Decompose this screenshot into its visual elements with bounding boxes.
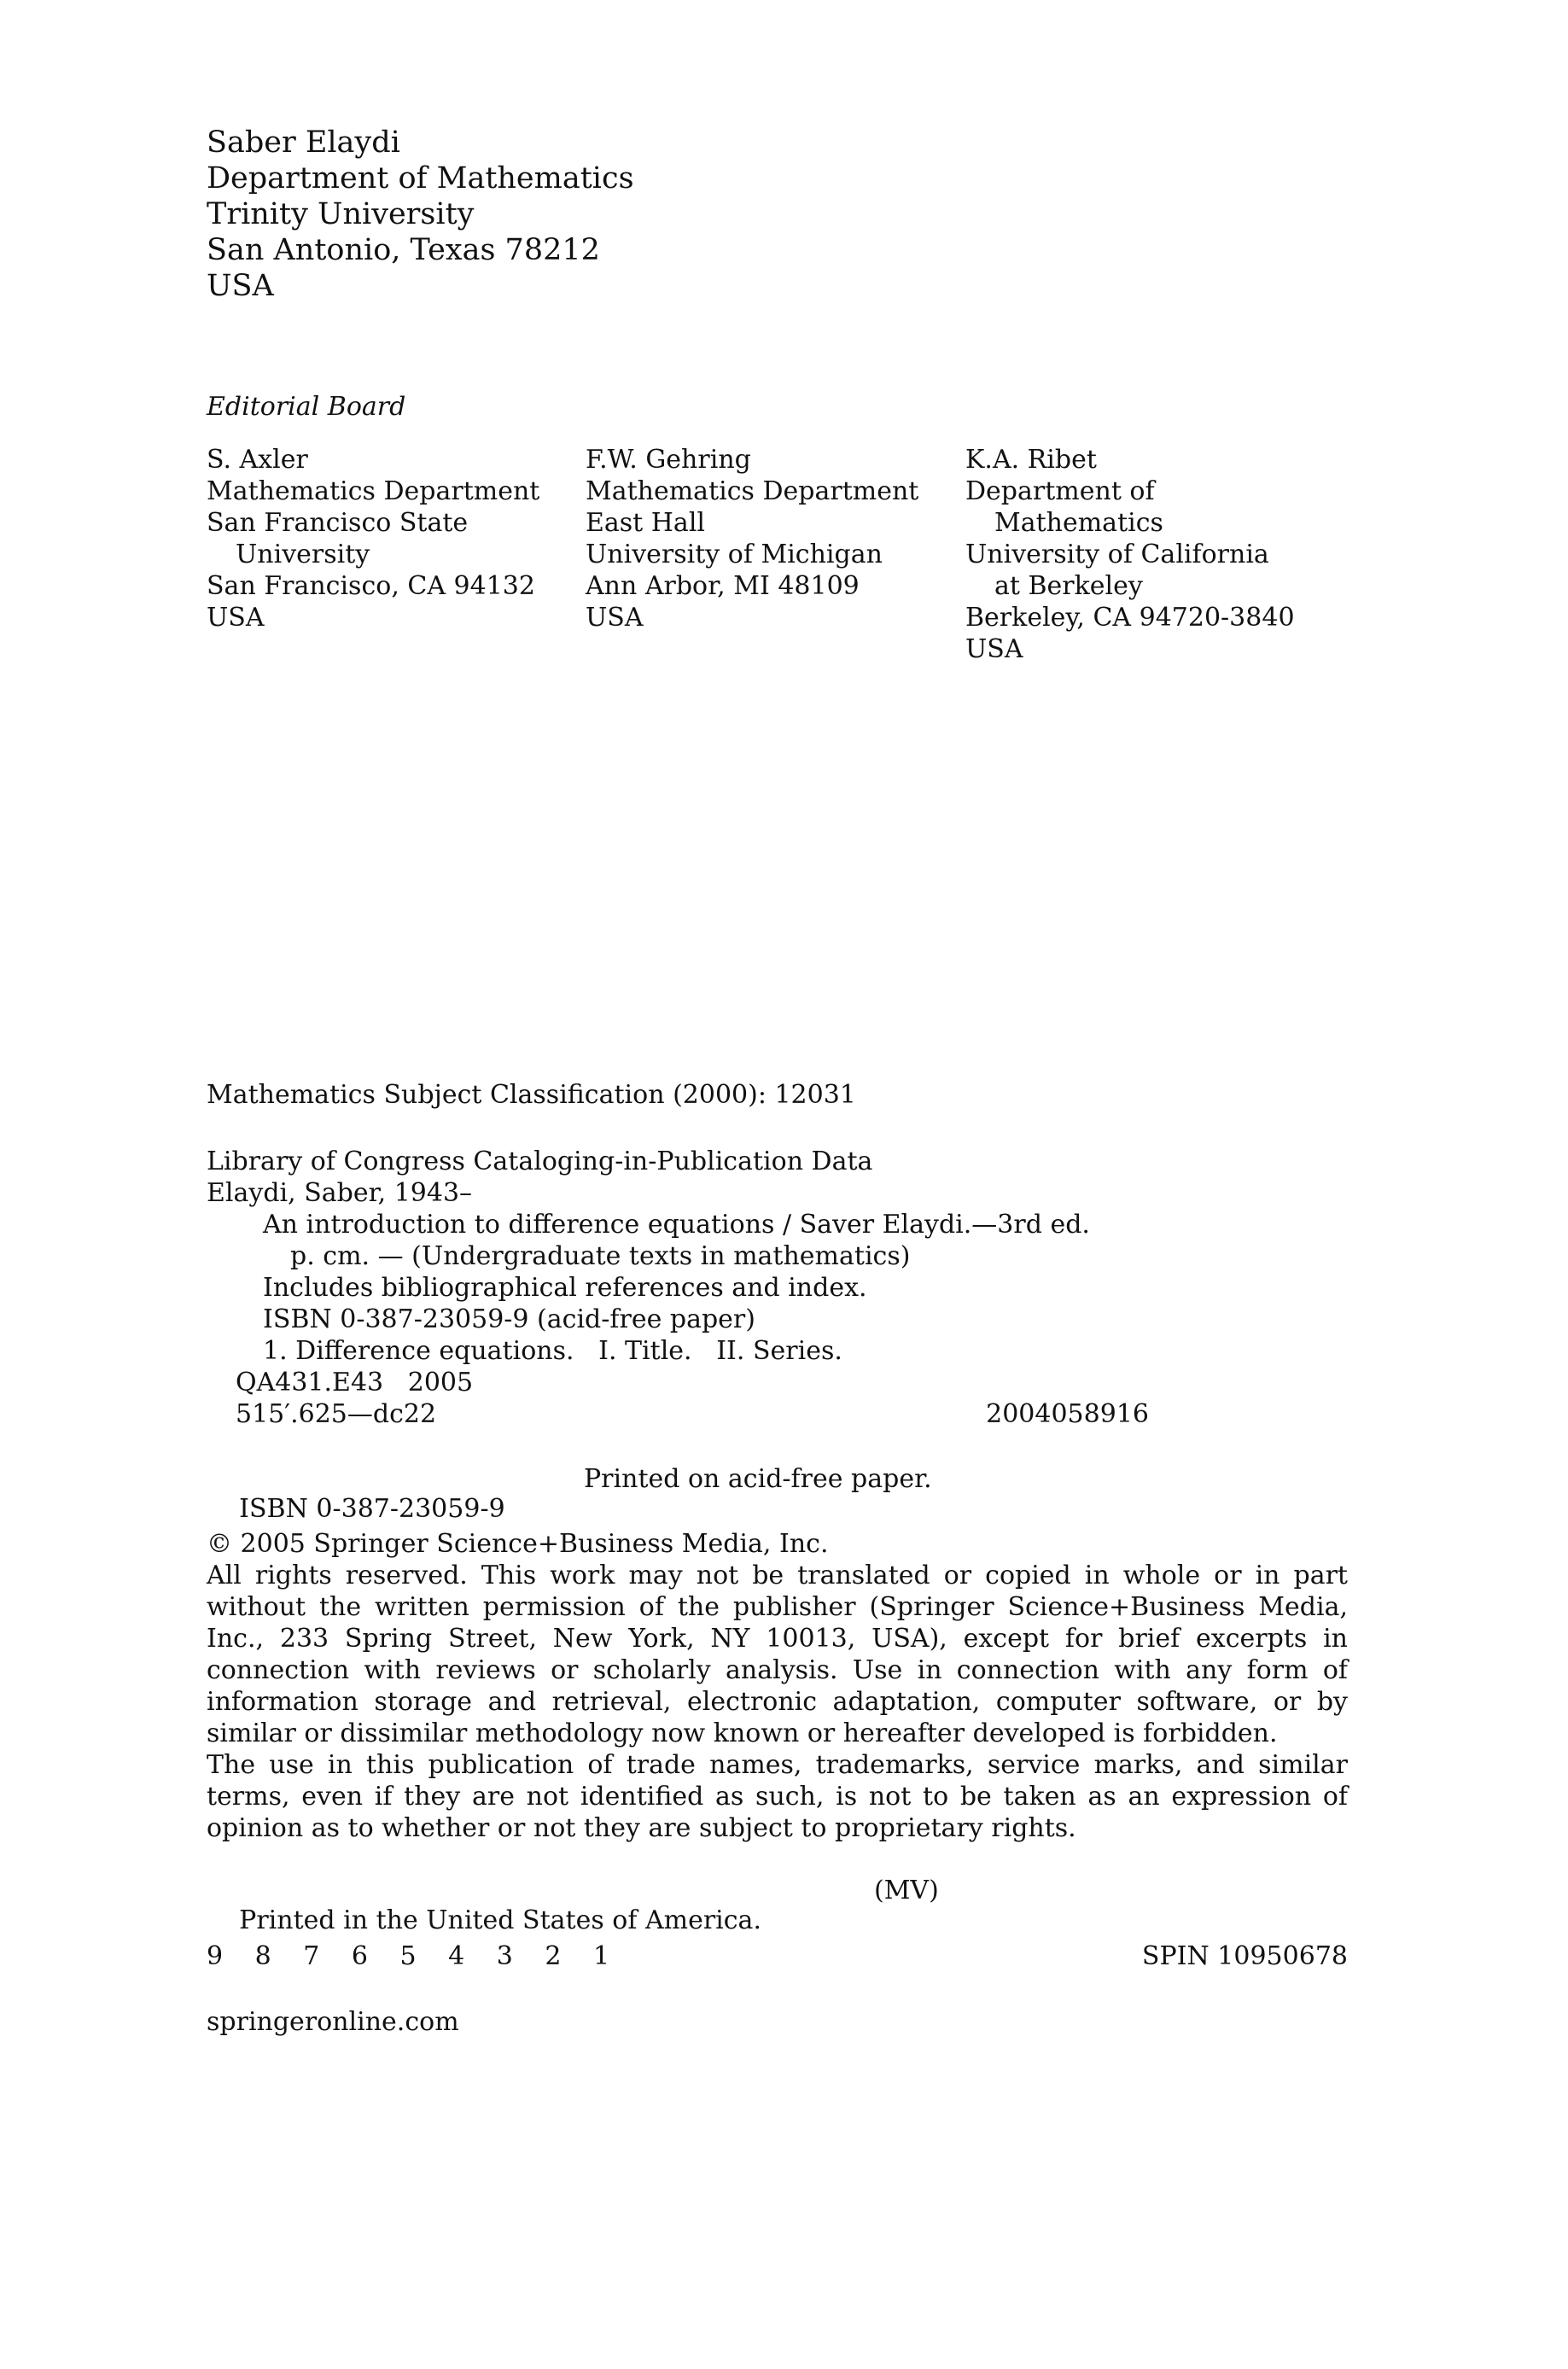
cip-dewey: 515′.625—dc22 [236,1399,437,1429]
editor-line: Berkeley, CA 94720-3840 [965,603,1295,633]
editor-name: K.A. Ribet [965,445,1097,475]
cip-dewey-row [207,1398,1154,1430]
publisher-website: springeronline.com [207,2007,459,2037]
printer-code: (MV) [874,1876,939,1905]
editor-line: Mathematics [994,508,1163,538]
editor-line: at Berkeley [994,571,1143,601]
editor-line: Mathematics Department [586,476,919,506]
cip-isbn: ISBN 0-387-23059-9 (acid-free paper) [263,1304,755,1334]
cip-pages: p. cm. — (Undergraduate texts in mathematics) [290,1241,911,1271]
editor-line: San Francisco, CA 94132 [207,571,535,601]
editor-line: USA [965,634,1023,664]
editor-name: F.W. Gehring [586,445,751,475]
editor-line: USA [207,603,265,633]
printed-country: Printed in the United States of America. [239,1905,761,1935]
editorial-board-heading: Editorial Board [207,392,406,422]
author-city: San Antonio, Texas 78212 [207,233,600,267]
cip-header: Library of Congress Cataloging-in-Publication Data [207,1147,873,1176]
acid-free-note: Printed on acid-free paper. [584,1464,932,1494]
trademark-paragraph: The use in this publication of trade names, trademarks, service marks, and similar terms, even if they are not identified as such, is not to be taken as an expression of opinion as to whether or not they are subject to proprietary rights. [207,1750,1348,1843]
cip-author: Elaydi, Saber, 1943– [207,1178,473,1208]
author-department: Department of Mathematics [207,161,634,195]
cip-lccn: 2004058916 [986,1399,1149,1429]
cip-subjects: 1. Difference equations. I. Title. II. Series. [263,1336,842,1366]
spin-number: SPIN 10950678 [1141,1941,1348,1971]
editor-line: East Hall [586,508,706,538]
cip-data-block [207,1146,1154,1430]
author-university: Trinity University [207,197,475,231]
rights-block [207,1528,1348,1844]
editor-line: Ann Arbor, MI 48109 [586,571,860,601]
editor-line: USA [586,603,644,633]
subject-classification: Mathematics Subject Classification (2000): 12031 [207,1080,856,1110]
author-name: Saber Elaydi [207,125,400,160]
editor-line: University of California [965,540,1269,569]
editor-line: University of Michigan [586,540,883,569]
editor-ribet [965,444,1295,665]
printing-numbers: 9 8 7 6 5 4 3 2 1 [207,1941,622,1971]
cip-title: An introduction to difference equations / Saver Elaydi.—3rd ed. [263,1210,1090,1240]
author-country: USA [207,269,274,303]
copyright-line: © 2005 Springer Science+Business Media, Inc. [207,1529,829,1559]
editor-line: Department of [965,476,1155,506]
printed-row [207,1876,939,1995]
print-run-row [207,1941,1348,1971]
author-address [207,125,634,304]
editor-axler [207,444,539,633]
cip-references: Includes bibliographical references and index. [263,1273,867,1303]
cip-call-number: QA431.E43 2005 [236,1368,474,1397]
editor-line: Mathematics Department [207,476,540,506]
editor-name: S. Axler [207,445,308,475]
isbn-number: ISBN 0-387-23059-9 [239,1494,505,1524]
rights-paragraph: All rights reserved. This work may not be translated or copied in whole or in part without the written permission of the publisher (Springer Science+Business Media, Inc., 233 Spring Street, New York, NY 10013, USA), except for brief excerpts in connection with reviews or scholarly analysis. Use in connection with any form of information storage and retrieval, electronic adaptation, computer software, or by similar or dissimilar methodology now known or hereafter developed is forbidden. [207,1561,1348,1748]
editor-gehring [586,444,918,633]
editor-line: University [236,540,370,569]
editor-line: San Francisco State [207,508,469,538]
